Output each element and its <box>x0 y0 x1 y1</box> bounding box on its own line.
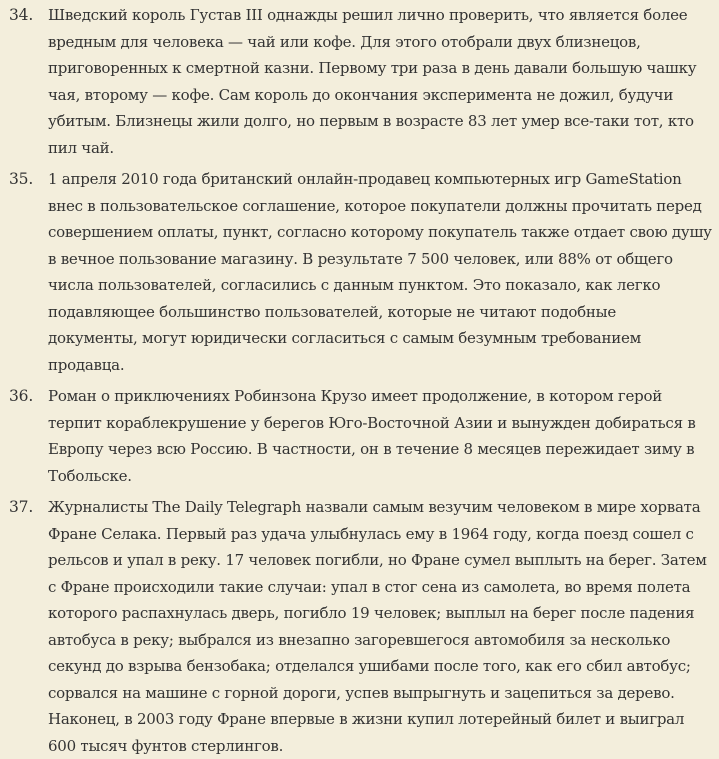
fact-text-line: продавца. <box>48 352 703 379</box>
fact-text-line: Тобольске. <box>48 463 703 490</box>
fact-text-line: с Фране происходили такие случаи: упал в стог сена из самолета, во время полета <box>48 574 703 601</box>
fact-text-line: 1 апреля 2010 года британский онлайн-продавец компьютерных игр GameStation <box>48 166 703 193</box>
fact-text-line: приговоренных к смертной казни. Первому три раза в день давали большую чашку <box>48 55 703 82</box>
fact-text-line: подавляющее большинство пользователей, которые не читают подобные <box>48 299 703 326</box>
fact-text-line: числа пользователей, согласились с данным пунктом. Это показало, как легко <box>48 272 703 299</box>
fact-text-line: вредным для человека — чай или кофе. Для этого отобрали двух близнецов, <box>48 29 703 56</box>
fact-text-line: секунд до взрыва бензобака; отделался ушибами после того, как его сбил автобус; <box>48 653 703 680</box>
fact-text-line: рельсов и упал в реку. 17 человек погибли, но Фране сумел выплыть на берег. Затем <box>48 547 703 574</box>
fact-text-line: пил чай. <box>48 135 703 162</box>
fact-text-line: Шведский король Густав III однажды решил лично проверить, что является более <box>48 2 703 29</box>
fact-text-line: документы, могут юридически согласиться с самым безумным требованием <box>48 325 703 352</box>
fact-text-line: убитым. Близнецы жили долго, но первым в возрасте 83 лет умер все-таки тот, кто <box>48 108 703 135</box>
facts-list <box>0 2 719 759</box>
fact-number: 36. <box>9 383 43 410</box>
fact-text-line: совершением оплаты, пункт, согласно которому покупатель также отдает свою душу <box>48 219 703 246</box>
fact-text-line: терпит кораблекрушение у берегов Юго-Восточной Азии и вынужден добираться в <box>48 410 703 437</box>
fact-text-line: Фране Селака. Первый раз удача улыбнулась ему в 1964 году, когда поезд сошел с <box>48 521 703 548</box>
fact-text-line: Журналисты The Daily Telegraph назвали самым везучим человеком в мире хорвата <box>48 494 703 521</box>
fact-text-line: Наконец, в 2003 году Фране впервые в жизни купил лотерейный билет и выиграл <box>48 706 703 733</box>
fact-text-line: в вечное пользование магазину. В результате 7 500 человек, или 88% от общего <box>48 246 703 273</box>
fact-text-line: сорвался на машине с горной дороги, успев выпрыгнуть и зацепиться за дерево. <box>48 680 703 707</box>
fact-text-line: которого распахнулась дверь, погибло 19 человек; выплыл на берег после падения <box>48 600 703 627</box>
fact-number: 37. <box>9 494 43 521</box>
fact-item-35 <box>0 166 719 378</box>
fact-item-37 <box>0 494 719 759</box>
fact-text-line: автобуса в реку; выбрался из внезапно загоревшегося автомобиля за несколько <box>48 627 703 654</box>
fact-text-line: Роман о приключениях Робинзона Крузо имеет продолжение, в котором герой <box>48 383 703 410</box>
fact-item-36 <box>0 383 719 489</box>
fact-item-34 <box>0 2 719 161</box>
fact-text-line: Европу через всю Россию. В частности, он в течение 8 месяцев пережидает зиму в <box>48 436 703 463</box>
fact-text-line: чая, второму — кофе. Сам король до окончания эксперимента не дожил, будучи <box>48 82 703 109</box>
fact-text-line: 600 тысяч фунтов стерлингов. <box>48 733 703 759</box>
fact-number: 34. <box>9 2 43 29</box>
fact-text-line: внес в пользовательское соглашение, которое покупатели должны прочитать перед <box>48 193 703 220</box>
fact-number: 35. <box>9 166 43 193</box>
